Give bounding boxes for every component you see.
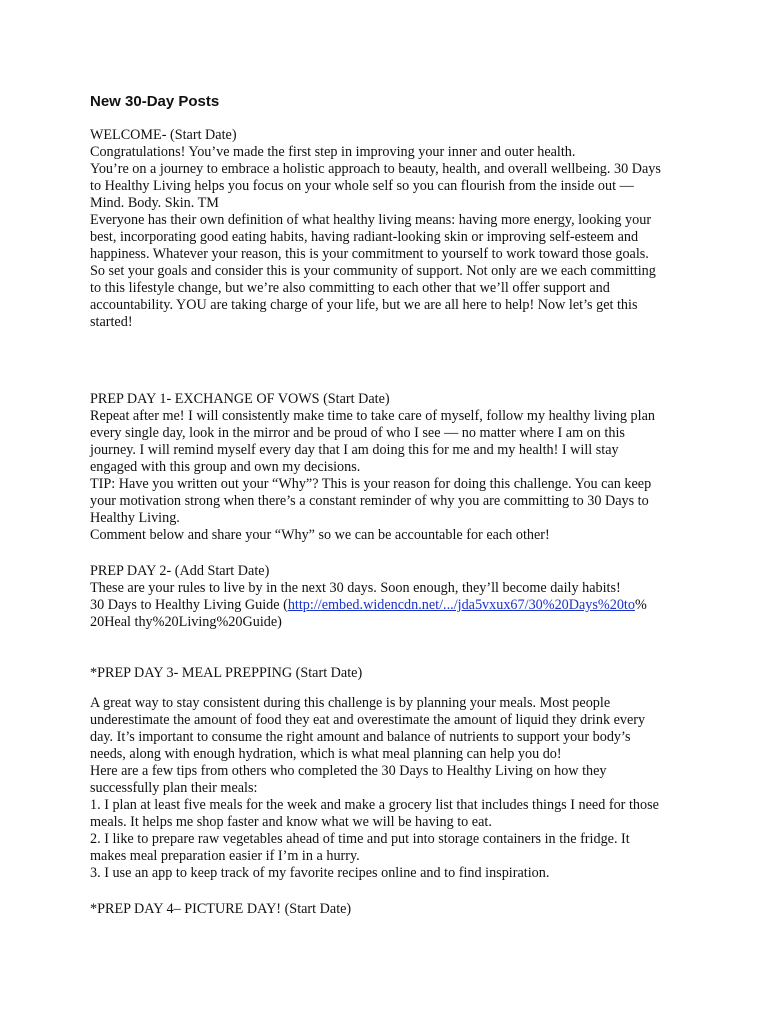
paragraph-line: your motivation strong when there’s a constant reminder of why you are committing to 30 Days to bbox=[90, 493, 649, 509]
prep-day-3-heading: *PREP DAY 3- MEAL PREPPING (Start Date) bbox=[90, 665, 363, 681]
list-item: 2. I like to prepare raw vegetables ahead of time and put into storage containers in the fridge. It bbox=[90, 831, 630, 847]
list-item: 3. I use an app to keep track of my favorite recipes online and to find inspiration. bbox=[90, 865, 550, 881]
guide-line-continued: 20Heal thy%20Living%20Guide) bbox=[90, 614, 282, 630]
guide-line bbox=[90, 597, 690, 614]
paragraph-line: every single day, look in the mirror and be proud of who I see — no matter where I am on this bbox=[90, 425, 625, 441]
welcome-section bbox=[90, 127, 690, 331]
paragraph-line: journey. I will remind myself every day that I am doing this for me and my health! I will stay bbox=[90, 442, 619, 458]
prep-day-4-section bbox=[90, 901, 690, 918]
paragraph-line: day. It’s important to consume the right amount and balance of nutrients to support your body’s bbox=[90, 729, 631, 745]
paragraph-line: best, incorporating good eating habits, having radiant-looking skin or improving self-esteem and bbox=[90, 229, 639, 245]
paragraph-line: These are your rules to live by in the next 30 days. Soon enough, they’ll become daily habits! bbox=[90, 580, 621, 596]
guide-suffix: % bbox=[634, 597, 647, 613]
paragraph-line: needs, along with enough hydration, which is what meal planning can help you do! bbox=[90, 746, 562, 762]
paragraph-line: accountability. YOU are taking charge of your life, but we are all here to help! Now let’s get this bbox=[90, 297, 638, 313]
paragraph-line: You’re on a journey to embrace a holistic approach to beauty, health, and overall wellbeing. 30 Days bbox=[90, 161, 661, 177]
paragraph-line: underestimate the amount of food they eat and overestimate the amount of liquid they drink every bbox=[90, 712, 646, 728]
document-title: New 30-Day Posts bbox=[90, 93, 220, 110]
paragraph-line: TIP: Have you written out your “Why”? This is your reason for doing this challenge. You can keep bbox=[90, 476, 652, 492]
paragraph-line: Healthy Living. bbox=[90, 510, 180, 526]
guide-prefix: 30 Days to Healthy Living Guide ( bbox=[90, 597, 288, 613]
prep-day-2-section bbox=[90, 563, 690, 631]
prep-day-1-section bbox=[90, 391, 690, 544]
paragraph-line: to this lifestyle change, but we’re also committing to each other that we’ll offer support and bbox=[90, 280, 610, 296]
list-item: 1. I plan at least five meals for the week and make a grocery list that includes things I need for those bbox=[90, 797, 659, 813]
paragraph-line: Everyone has their own definition of what healthy living means: having more energy, looking your bbox=[90, 212, 652, 228]
paragraph-line: engaged with this group and own my decisions. bbox=[90, 459, 361, 475]
paragraph-line: to Healthy Living helps you focus on your whole self so you can flourish from the inside out — bbox=[90, 178, 634, 194]
paragraph-line: Repeat after me! I will consistently make time to take care of myself, follow my healthy living plan bbox=[90, 408, 655, 424]
welcome-heading: WELCOME- (Start Date) bbox=[90, 127, 237, 143]
prep-day-3-body bbox=[90, 695, 690, 882]
prep-day-2-heading: PREP DAY 2- (Add Start Date) bbox=[90, 563, 270, 579]
paragraph-line: Comment below and share your “Why” so we can be accountable for each other! bbox=[90, 527, 550, 543]
paragraph-line: happiness. Whatever your reason, this is your commitment to yourself to work toward those goals. bbox=[90, 246, 649, 262]
list-item-continued: meals. It helps me shop faster and know what we will be having to eat. bbox=[90, 814, 492, 830]
prep-day-1-heading: PREP DAY 1- EXCHANGE OF VOWS (Start Date) bbox=[90, 391, 390, 407]
paragraph-line: Congratulations! You’ve made the first step in improving your inner and outer health. bbox=[90, 144, 576, 160]
paragraph-line: successfully plan their meals: bbox=[90, 780, 258, 796]
paragraph-line: So set your goals and consider this is your community of support. Not only are we each committing bbox=[90, 263, 656, 279]
paragraph-line: started! bbox=[90, 314, 133, 330]
paragraph-line: Here are a few tips from others who completed the 30 Days to Healthy Living on how they bbox=[90, 763, 607, 779]
list-item-continued: makes meal preparation easier if I’m in a hurry. bbox=[90, 848, 360, 864]
guide-link[interactable]: http://embed.widencdn.net/.../jda5vxux67/30%20Days%20to bbox=[287, 597, 635, 613]
prep-day-4-heading: *PREP DAY 4– PICTURE DAY! (Start Date) bbox=[90, 901, 352, 917]
prep-day-3-section bbox=[90, 665, 690, 682]
paragraph-line: A great way to stay consistent during this challenge is by planning your meals. Most people bbox=[90, 695, 611, 711]
paragraph-line: Mind. Body. Skin. TM bbox=[90, 195, 219, 211]
